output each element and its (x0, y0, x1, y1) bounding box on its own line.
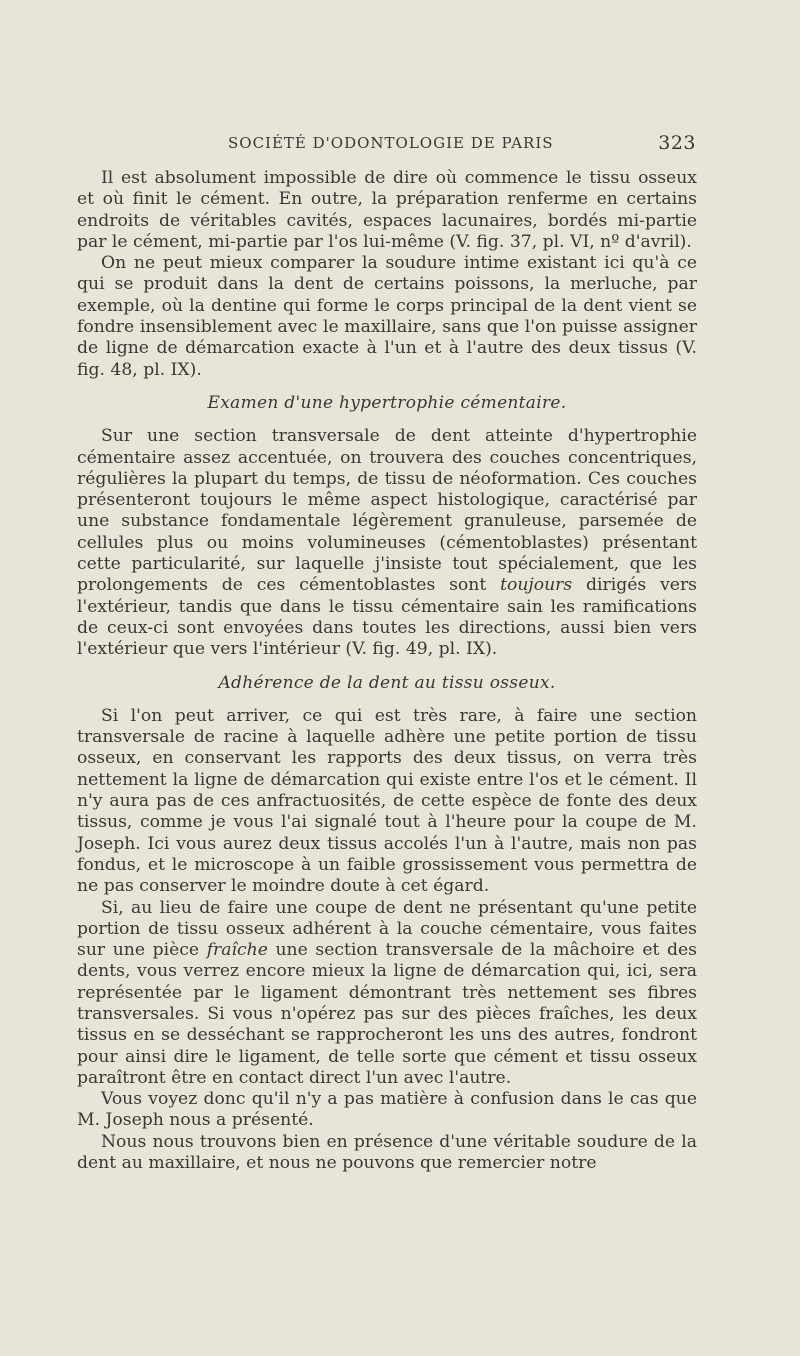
paragraph-5-emphasis: fraîche (206, 940, 268, 961)
running-title: SOCIÉTÉ D'ODONTOLOGIE DE PARIS (228, 134, 554, 152)
paragraph-3-part-b: dirigés vers l'extérieur, tandis que dans le tissu cémentaire sain les ramifications de ceux-ci sont envoyées dans toutes les directions, aussi bien vers l'extérieur que vers l'intérieur (V. fig. 49, pl. IX). (77, 575, 697, 660)
paragraph-5-part-b: une section transversale de la mâchoire et des dents, vous verrez encore mieux la ligne de démarcation qui, ici, sera représentée par le ligament démontrant très nettement ses fibres transversales. Si vous n'opérez pas sur des pièces fraîches, les deux tissus en se desséchant se rapprocheront les uns des autres, fondront pour ainsi dire le ligament, de telle sorte que cément et tissu osseux paraîtront être en contact direct l'un avec l'autre. (77, 940, 697, 1088)
paragraph-4: Si l'on peut arriver, ce qui est très rare, à faire une section transversale de racine à laquelle adhère une petite portion de tissu osseux, en conservant les rapports des deux tissus, on verra très nettement la ligne de démarcation qui existe entre l'os et le cément. Il n'y aura pas de ces anfractuosités, de cette espèce de fonte des deux tissus, comme je vous l'ai signalé tout à l'heure pour la coupe de M. Joseph. Ici vous aurez deux tissus accolés l'un à l'autre, mais non pas fondus, et le microscope à un faible grossissement vous permettra de ne pas conserver le moindre doute à cet égard. (77, 705, 697, 897)
page-body (77, 168, 697, 1174)
paragraph-2: On ne peut mieux comparer la soudure intime existant ici qu'à ce qui se produit dans la dent de certains poissons, la merluche, par exemple, où la dentine qui forme le corps principal de la dent vient se fondre insensiblement avec le maxillaire, sans que l'on puisse assigner de ligne de démarcation exacte à l'un et à l'autre des deux tissus (V. fig. 48, pl. IX). (77, 253, 697, 380)
section-heading-hypertrophie: Examen d'une hypertrophie cémentaire. (207, 392, 567, 413)
paragraph-3-emphasis: toujours (500, 575, 573, 596)
section-heading-adherence: Adhérence de la dent au tissu osseux. (218, 672, 556, 693)
paragraph-3-part-a: Sur une section transversale de dent atteinte d'hypertrophie cémentaire assez accentuée, on trouvera des couches concentriques, régulières la plupart du temps, de tissu de néoformation. Ces couches présenteront toujours le même aspect histologique, caractérisé par une substance fondamentale légèrement granuleuse, parsemée de cellules plus ou moins volumineuses (cémentoblastes) présentant cette particularité, sur laquelle j'insiste tout spécialement, que les prolongements de ces cémentoblastes sont (77, 426, 697, 596)
paragraph-5-part-a: Si, au lieu de faire une coupe de dent ne présentant qu'une petite portion de tissu osseux adhérent à la couche cémentaire, vous faites sur une pièce (77, 897, 697, 961)
paragraph-7: Nous nous trouvons bien en présence d'une véritable soudure de la dent au maxillaire, et nous ne pouvons que remercier notre (77, 1131, 697, 1174)
paragraph-6: Vous voyez donc qu'il n'y a pas matière à confusion dans le cas que M. Joseph nous a présenté. (77, 1089, 697, 1131)
paragraph-3 (77, 426, 697, 660)
paragraph-1: Il est absolument impossible de dire où commence le tissu osseux et où finit le cément. En outre, la préparation renferme en certains endroits de véritables cavités, espaces lacunaires, bordés mi-partie par le cément, mi-partie par l'os lui-même (V. fig. 37, pl. VI, nº d'avril). (77, 168, 697, 252)
paragraph-5 (77, 898, 697, 1090)
page-number: 323 (658, 132, 696, 154)
